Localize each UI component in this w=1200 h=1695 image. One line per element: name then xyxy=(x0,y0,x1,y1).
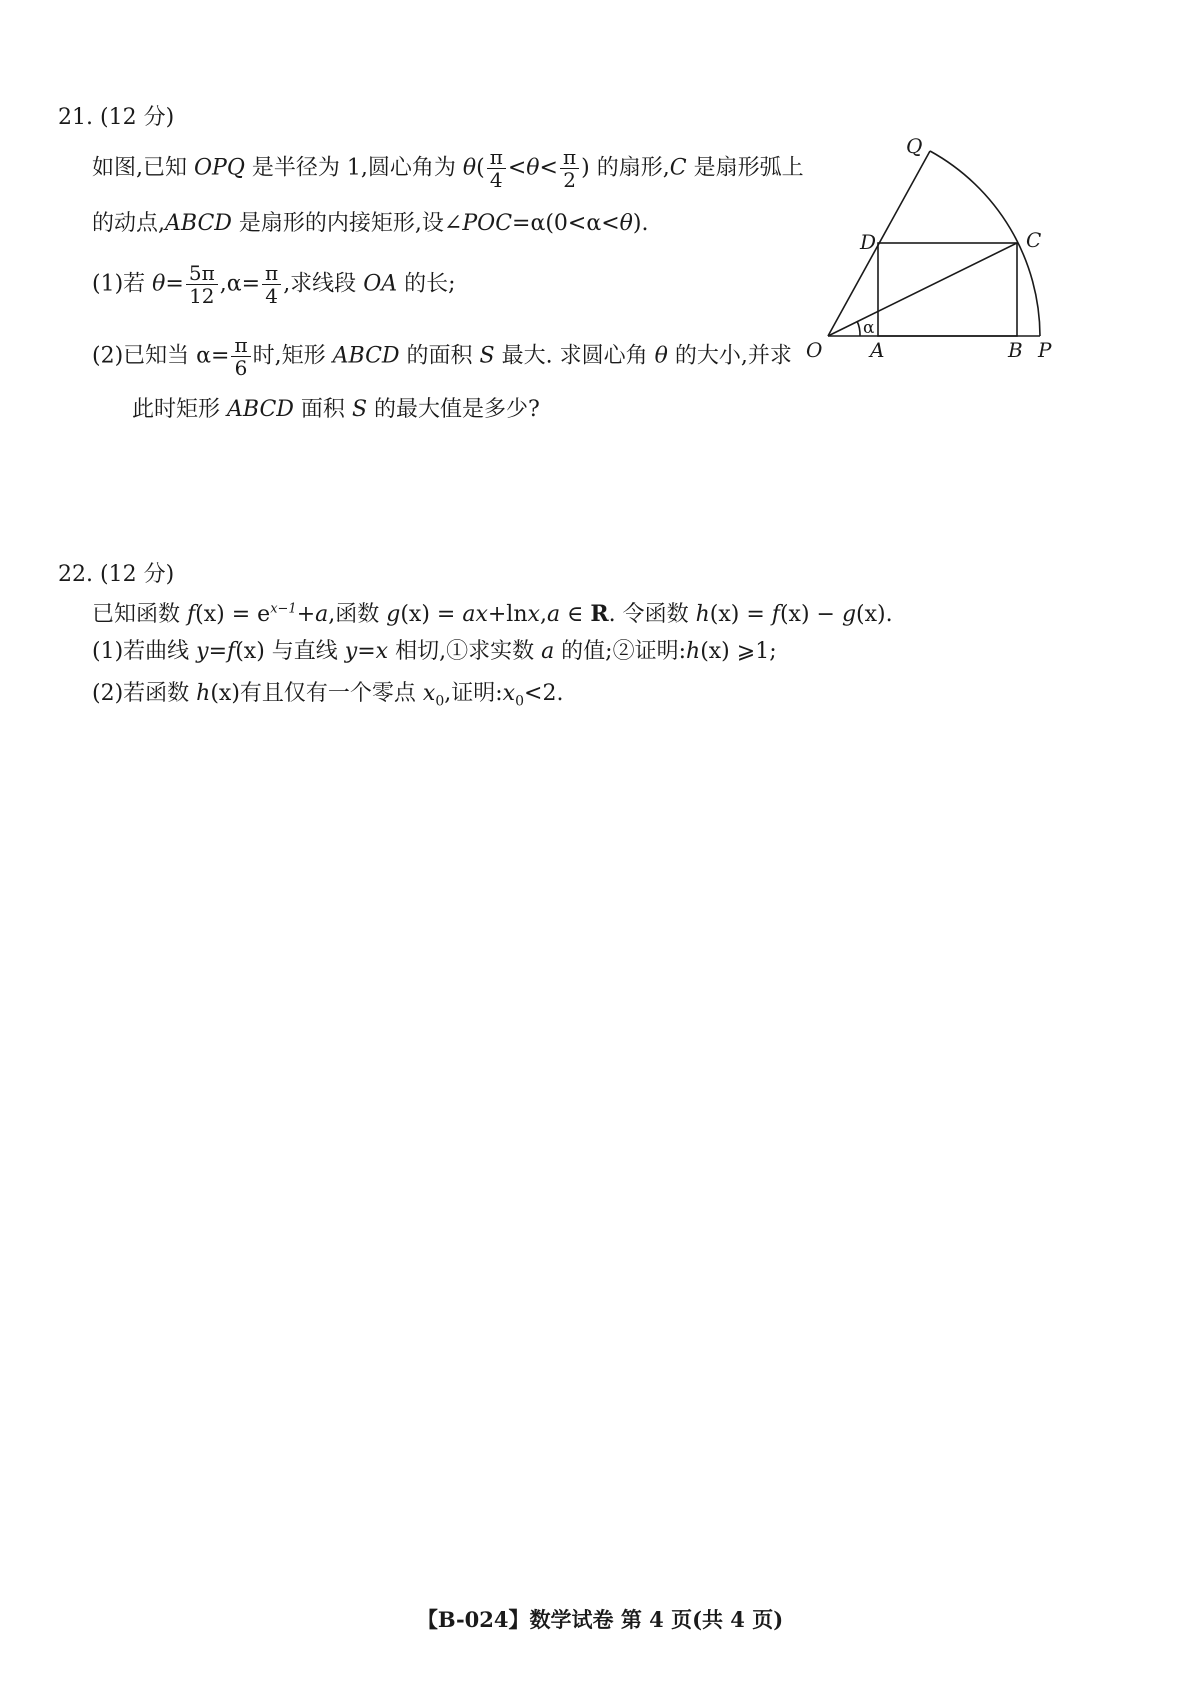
numerator: π xyxy=(234,333,248,357)
text: 的动点, xyxy=(92,211,165,236)
text: = e xyxy=(224,602,271,627)
q22-part2 xyxy=(92,679,563,709)
text: 是半径为 1,圆心角为 xyxy=(244,155,463,181)
math-a: a xyxy=(315,602,329,627)
text: ∈ xyxy=(560,602,591,627)
math-abcd: ABCD xyxy=(227,397,294,422)
math-poc: POC xyxy=(462,211,513,236)
q22-part1 xyxy=(92,637,777,667)
text: (x) xyxy=(856,602,886,627)
q21-part2 xyxy=(92,334,792,379)
page-footer: 【B-024】数学试卷 第 4 页(共 4 页) xyxy=(416,1607,784,1632)
math-g: g xyxy=(386,602,401,627)
math-x: x xyxy=(375,639,389,664)
text: (x) xyxy=(779,602,810,627)
math-x: x xyxy=(502,681,516,706)
text: 时,矩形 xyxy=(252,343,333,369)
numerator: π xyxy=(562,145,577,169)
label-alpha: α xyxy=(863,318,875,338)
text: 此时矩形 xyxy=(132,397,227,422)
text: , xyxy=(539,602,547,627)
text: ( xyxy=(476,155,485,181)
numerator: π xyxy=(489,145,503,169)
text: (1)若曲线 xyxy=(92,639,197,664)
text: 有且仅有一个零点 xyxy=(239,681,423,706)
text: ⩾1; xyxy=(729,639,777,664)
math-y: y xyxy=(344,639,358,664)
text: + xyxy=(296,602,316,627)
subscript: 0 xyxy=(435,693,445,710)
text: 最大. 求圆心角 xyxy=(494,343,655,369)
text: . 令函数 xyxy=(608,602,696,627)
text: 的面积 xyxy=(399,343,480,369)
math-y: y xyxy=(196,639,209,664)
math-abcd: ABCD xyxy=(332,343,400,369)
math-abcd: ABCD xyxy=(165,211,232,236)
text: = xyxy=(429,602,463,627)
math-theta: θ xyxy=(619,211,633,236)
q21-number: 21. xyxy=(58,105,93,130)
text: 与直线 xyxy=(264,639,345,664)
text: (x) xyxy=(400,602,430,627)
denominator: 4 xyxy=(487,168,506,191)
text: ) xyxy=(581,155,590,181)
q21-line1 xyxy=(92,146,804,191)
text: ,函数 xyxy=(328,602,387,627)
line-oc xyxy=(828,243,1017,336)
math-g: g xyxy=(841,602,857,627)
fraction-5pi-over-12 xyxy=(186,262,218,307)
math-f: f xyxy=(771,602,780,627)
text: 的扇形, xyxy=(589,155,670,181)
math-ax: ax xyxy=(462,602,488,627)
angle-alpha-arc xyxy=(857,321,860,336)
text: 面积 xyxy=(293,397,352,422)
fraction-pi-over-4 xyxy=(262,262,281,307)
math-theta: θ xyxy=(462,155,477,181)
text: (x) xyxy=(195,602,225,627)
rectangle-abcd xyxy=(878,243,1017,336)
text: ,α= xyxy=(219,271,261,297)
math-theta: θ xyxy=(654,343,668,369)
q22-heading xyxy=(58,557,174,588)
label-c: C xyxy=(1026,228,1042,252)
math-a: a xyxy=(546,602,561,627)
numerator: 5π xyxy=(188,261,215,285)
text: 的最大值是多少? xyxy=(367,397,540,422)
text: 的长; xyxy=(397,271,456,297)
text: (1)若 xyxy=(92,271,153,297)
fraction-pi-over-4 xyxy=(487,146,506,191)
text: =α(0<α< xyxy=(512,211,620,236)
text: ,求线段 xyxy=(283,271,364,297)
math-h: h xyxy=(695,602,710,627)
denominator: 2 xyxy=(560,168,579,191)
q22-number: 22. xyxy=(58,562,93,587)
q21-part2-line2 xyxy=(132,395,540,425)
q21-score: (12 分) xyxy=(100,105,175,130)
q21-heading xyxy=(58,100,174,131)
q21-part1 xyxy=(92,262,456,307)
numerator: π xyxy=(265,261,279,285)
math-x: x xyxy=(527,602,540,627)
denominator: 6 xyxy=(231,356,250,379)
q21-line2 xyxy=(92,209,648,239)
text: 是扇形的内接矩形,设∠ xyxy=(231,211,463,236)
text: 是扇形弧上 xyxy=(686,155,804,181)
math-h: h xyxy=(686,639,701,664)
text: ). xyxy=(632,211,649,236)
text: (x) xyxy=(210,681,240,706)
text: (x) xyxy=(709,602,740,627)
denominator: 4 xyxy=(262,284,281,307)
label-a: A xyxy=(870,338,885,362)
text: = xyxy=(357,639,376,664)
label-o: O xyxy=(806,338,823,362)
text: − xyxy=(809,602,842,627)
math-r: R xyxy=(590,601,609,627)
text: (x) xyxy=(700,639,730,664)
text: ,证明: xyxy=(444,681,503,706)
math-a: a xyxy=(541,639,555,664)
label-p: P xyxy=(1038,338,1052,362)
text: 的值;②证明: xyxy=(554,639,687,664)
math-oa: OA xyxy=(363,271,398,297)
math-x: x xyxy=(422,681,436,706)
text: (2)已知当 α= xyxy=(92,343,230,369)
text: (x) xyxy=(235,639,265,664)
text: < xyxy=(539,155,558,181)
text: +ln xyxy=(487,602,528,627)
text: 已知函数 xyxy=(92,602,187,627)
math-opq: OPQ xyxy=(194,155,245,181)
label-q: Q xyxy=(906,134,923,158)
math-f: f xyxy=(227,639,236,664)
denominator: 12 xyxy=(186,284,218,307)
math-h: h xyxy=(196,681,211,706)
text: < xyxy=(507,155,527,181)
fraction-pi-over-2 xyxy=(560,146,579,191)
text: = xyxy=(739,602,772,627)
math-c: C xyxy=(669,155,687,181)
text: = xyxy=(165,271,184,297)
text: = xyxy=(208,639,228,664)
subscript: 0 xyxy=(515,693,525,710)
math-f: f xyxy=(187,602,196,627)
text: 的大小,并求 xyxy=(667,343,792,369)
fraction-pi-over-6 xyxy=(231,334,250,379)
label-d: D xyxy=(860,230,877,254)
text: 相切,①求实数 xyxy=(388,639,542,664)
math-theta: θ xyxy=(526,155,540,181)
exponent: x−1 xyxy=(270,601,297,617)
q22-score: (12 分) xyxy=(100,562,175,587)
math-s: S xyxy=(479,343,495,369)
q22-line1 xyxy=(92,599,893,630)
math-theta: θ xyxy=(152,271,166,297)
text: . xyxy=(885,602,893,627)
label-b: B xyxy=(1008,338,1023,362)
sector-diagram xyxy=(800,125,1070,375)
math-s: S xyxy=(351,397,368,422)
text: 如图,已知 xyxy=(92,155,194,181)
text: <2. xyxy=(524,681,564,706)
text: (2)若函数 xyxy=(92,681,197,706)
